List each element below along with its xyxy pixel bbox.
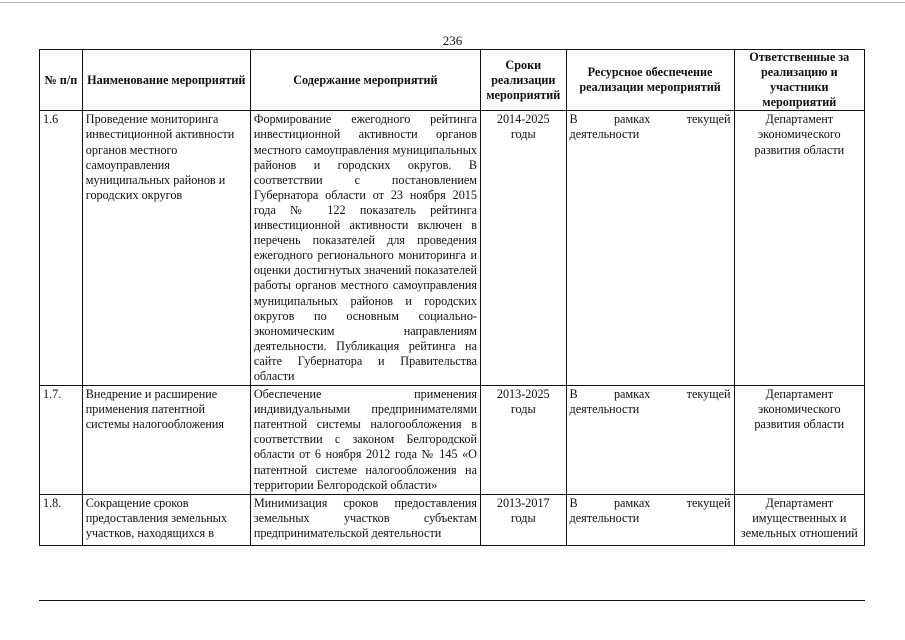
row-num: 1.6 — [40, 111, 83, 386]
header-resources: Ресурсное обеспечение реализации мероприятий — [566, 50, 734, 111]
row-resources: В рамках текущей деятельности — [566, 386, 734, 495]
row-num: 1.8. — [40, 494, 83, 545]
row-name: Проведение мониторинга инвестиционной активности органов местного самоуправления муниципальных районов и городских округов — [82, 111, 250, 386]
table-header-row — [40, 50, 865, 111]
table-row — [40, 494, 865, 545]
row-name: Внедрение и расширение применения патентной системы налогообложения — [82, 386, 250, 495]
table-row — [40, 111, 865, 386]
row-terms: 2014-2025 годы — [480, 111, 566, 386]
row-terms: 2013-2025 годы — [480, 386, 566, 495]
row-content: Формирование ежегодного рейтинга инвестиционной активности органов местного самоуправления муниципальных районов и городских округов. В соответствии с постановлением Губернатора области от 23 ноября 2015 года № 122 показатель рейтинга инвестиционной активности включен в перечень показателей для проведения ежегодного регионального мониторинга и оценки достигнутых значений показателей работы органов местного самоуправления муниципальных районов и городских округов по основным социально-экономическим направлениям деятельности. Публикация рейтинга на сайте Губернатора и Правительства области — [250, 111, 480, 386]
row-responsible: Департамент экономического развития области — [734, 111, 864, 386]
row-terms: 2013-2017 годы — [480, 494, 566, 545]
header-name: Наименование мероприятий — [82, 50, 250, 111]
header-num: № п/п — [40, 50, 83, 111]
row-name: Сокращение сроков предоставления земельных участков, находящихся в — [82, 494, 250, 545]
row-content: Обеспечение применения индивидуальными предпринимателями патентной системы налогообложения в соответствии с законом Белгородской области от 6 ноября 2012 года № 145 «О патентной системе налогообложения на территории Белгородской области» — [250, 386, 480, 495]
header-responsible: Ответственные за реализацию и участники мероприятий — [734, 50, 864, 111]
row-responsible: Департамент имущественных и земельных отношений — [734, 494, 864, 545]
row-num: 1.7. — [40, 386, 83, 495]
measures-table — [39, 49, 865, 546]
page-number: 236 — [442, 33, 463, 48]
table-bottom-edge — [39, 600, 865, 601]
header-terms: Сроки реализации мероприятий — [480, 50, 566, 111]
row-responsible: Департамент экономического развития области — [734, 386, 864, 495]
row-resources: В рамках текущей деятельности — [566, 111, 734, 386]
table-row — [40, 386, 865, 495]
row-resources: В рамках текущей деятельности — [566, 494, 734, 545]
scan-edge-line — [0, 2, 905, 3]
header-content: Содержание мероприятий — [250, 50, 480, 111]
row-content: Минимизация сроков предоставления земельных участков субъектам предпринимательской деятельности — [250, 494, 480, 545]
